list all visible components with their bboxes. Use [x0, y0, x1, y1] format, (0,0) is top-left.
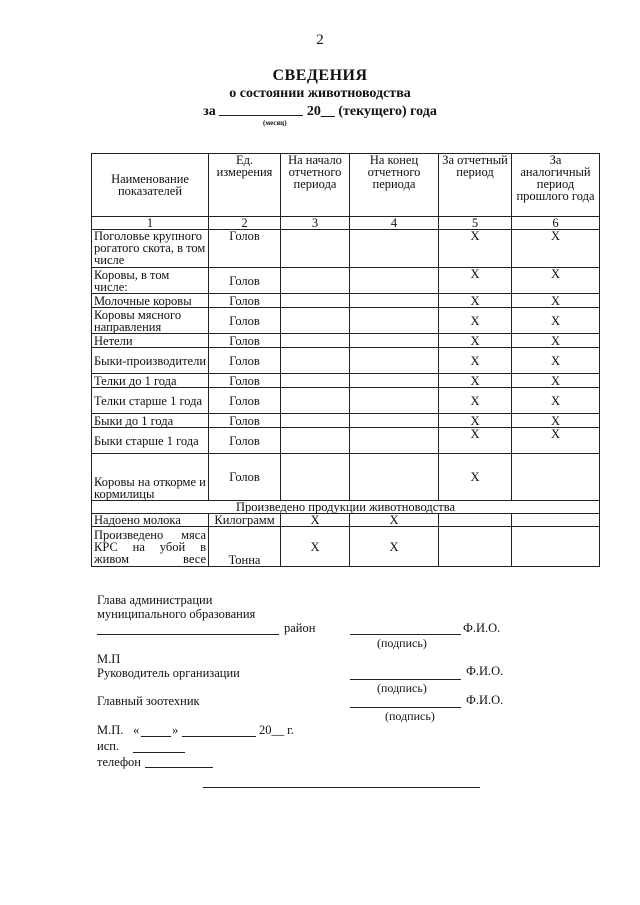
- cell-reporting: X: [439, 230, 512, 268]
- cell-last-year[interactable]: [512, 514, 600, 527]
- cell-reporting: X: [439, 374, 512, 388]
- table-row: [92, 388, 600, 414]
- cell-start: X: [281, 514, 350, 527]
- org-head-label: Руководитель организации: [97, 666, 240, 680]
- period-suffix: (текущего) года: [338, 104, 437, 119]
- cell-start: X: [281, 527, 350, 567]
- fio-label: Ф.И.О.: [466, 664, 504, 678]
- row-unit: Голов: [209, 388, 281, 414]
- row-unit: Голов: [209, 308, 281, 334]
- zootechnician-signature-field[interactable]: [350, 707, 461, 708]
- row-unit: Голов: [209, 268, 281, 294]
- cell-last-year: X: [512, 388, 600, 414]
- table-row: [92, 230, 600, 268]
- header-start-period: На начало отчетного периода: [281, 154, 350, 217]
- table-row: [92, 268, 600, 294]
- column-number: 3: [281, 217, 350, 230]
- cell-end[interactable]: [350, 348, 439, 374]
- cell-reporting: X: [439, 268, 512, 294]
- stamp-label: М.П: [97, 652, 121, 666]
- phone-label: телефон: [97, 755, 141, 769]
- cell-end[interactable]: [350, 230, 439, 268]
- row-name: Быки-производители: [92, 348, 209, 374]
- bottom-divider: [203, 787, 480, 788]
- municipality-field[interactable]: [97, 634, 279, 635]
- cell-last-year: X: [512, 414, 600, 428]
- signature-caption: (подпись): [377, 681, 427, 695]
- row-name: Коровы на откорме и кормилицы: [92, 454, 209, 501]
- date-close-quote: »: [172, 723, 179, 737]
- cell-end: X: [350, 527, 439, 567]
- cell-last-year: X: [512, 308, 600, 334]
- column-number: 1: [92, 217, 209, 230]
- column-number: 6: [512, 217, 600, 230]
- month-caption: (месяц): [263, 119, 287, 127]
- table-row: [92, 414, 600, 428]
- row-name: Быки старше 1 года: [92, 428, 209, 454]
- date-open-quote: «: [133, 723, 140, 737]
- cell-end[interactable]: [350, 308, 439, 334]
- signature-caption: (подпись): [377, 636, 427, 650]
- cell-start[interactable]: [281, 374, 350, 388]
- column-number: 2: [209, 217, 281, 230]
- cell-reporting[interactable]: [439, 527, 512, 567]
- row-unit: Голов: [209, 374, 281, 388]
- header-last-year-period: За аналогичный период прошлого года: [512, 154, 600, 217]
- table-row: [92, 374, 600, 388]
- row-unit: Голов: [209, 334, 281, 348]
- org-head-signature-field[interactable]: [350, 679, 461, 680]
- cell-start[interactable]: [281, 308, 350, 334]
- cell-reporting: X: [439, 348, 512, 374]
- fio-label: Ф.И.О.: [466, 693, 504, 707]
- table-header-row: [92, 154, 600, 217]
- column-number-row: [92, 217, 600, 230]
- row-name: Нетели: [92, 334, 209, 348]
- table-row: [92, 514, 600, 527]
- district-label: район: [284, 621, 316, 635]
- cell-last-year[interactable]: [512, 527, 600, 567]
- row-unit: Голов: [209, 428, 281, 454]
- table-row: [92, 527, 600, 567]
- table-row: [92, 294, 600, 308]
- table-row: [92, 428, 600, 454]
- phone-field[interactable]: [145, 767, 213, 768]
- page-number: 2: [316, 32, 324, 48]
- head-signature-field[interactable]: [350, 634, 461, 635]
- section-title: Произведено продукции животноводства: [92, 501, 600, 514]
- cell-reporting: X: [439, 414, 512, 428]
- cell-reporting: X: [439, 428, 512, 454]
- document-subtitle: о состоянии животноводства: [229, 86, 411, 101]
- header-unit: Ед. измерения: [209, 154, 281, 217]
- date-year-label: 20__ г.: [259, 723, 294, 737]
- head-title-line1: Глава администрации: [97, 593, 213, 607]
- row-unit: Голов: [209, 230, 281, 268]
- section-row: [92, 501, 600, 514]
- cell-start[interactable]: [281, 334, 350, 348]
- cell-end[interactable]: [350, 374, 439, 388]
- row-name: Телки до 1 года: [92, 374, 209, 388]
- cell-end[interactable]: [350, 268, 439, 294]
- date-month-field[interactable]: [182, 736, 256, 737]
- row-name: Коровы, в том числе:: [92, 268, 209, 294]
- month-blank[interactable]: [219, 103, 303, 116]
- cell-last-year: X: [512, 374, 600, 388]
- cell-start[interactable]: [281, 268, 350, 294]
- fio-label: Ф.И.О.: [463, 621, 501, 635]
- row-name: Быки до 1 года: [92, 414, 209, 428]
- cell-reporting[interactable]: [439, 514, 512, 527]
- cell-last-year: X: [512, 348, 600, 374]
- row-name: Поголовье крупного рогатого скота, в том числе: [92, 230, 209, 268]
- cell-end: X: [350, 514, 439, 527]
- cell-last-year: X: [512, 428, 600, 454]
- zootechnician-label: Главный зоотехник: [97, 694, 200, 708]
- cell-start[interactable]: [281, 230, 350, 268]
- cell-end[interactable]: [350, 428, 439, 454]
- cell-reporting: X: [439, 334, 512, 348]
- executor-field[interactable]: [133, 752, 185, 753]
- row-name: Коровы мясного направления: [92, 308, 209, 334]
- table-row: [92, 454, 600, 501]
- cell-start[interactable]: [281, 414, 350, 428]
- cell-end[interactable]: [350, 334, 439, 348]
- table-row: [92, 348, 600, 374]
- row-unit: Голов: [209, 414, 281, 428]
- header-indicator-name: Наименование показателей: [92, 154, 209, 217]
- cell-start[interactable]: [281, 454, 350, 501]
- date-stamp-label: М.П.: [97, 723, 124, 737]
- period-year: 20__: [306, 104, 335, 119]
- cell-last-year: X: [512, 334, 600, 348]
- date-day-field[interactable]: [141, 736, 171, 737]
- cell-reporting: X: [439, 294, 512, 308]
- cell-last-year: X: [512, 268, 600, 294]
- cell-reporting: X: [439, 388, 512, 414]
- cell-end[interactable]: [350, 414, 439, 428]
- signature-caption: (подпись): [385, 709, 435, 723]
- row-name: Произведено мяса КРС на убой в живом весе: [92, 527, 209, 567]
- cell-reporting: X: [439, 454, 512, 501]
- executor-label: исп.: [97, 739, 120, 753]
- livestock-table: [91, 153, 600, 567]
- document-title: СВЕДЕНИЯ: [272, 67, 368, 84]
- cell-last-year: X: [512, 294, 600, 308]
- row-unit: Тонна: [209, 527, 281, 567]
- row-name: Надоено молока: [92, 514, 209, 527]
- period-prefix: за: [203, 104, 216, 119]
- row-name: Молочные коровы: [92, 294, 209, 308]
- cell-end[interactable]: [350, 454, 439, 501]
- row-unit: Голов: [209, 454, 281, 501]
- cell-end[interactable]: [350, 388, 439, 414]
- row-unit: Килограмм: [209, 514, 281, 527]
- cell-reporting: X: [439, 308, 512, 334]
- row-unit: Голов: [209, 348, 281, 374]
- cell-last-year: X: [512, 230, 600, 268]
- row-name: Телки старше 1 года: [92, 388, 209, 414]
- column-number: 4: [350, 217, 439, 230]
- table-row: [92, 334, 600, 348]
- cell-end[interactable]: [350, 294, 439, 308]
- cell-start[interactable]: [281, 348, 350, 374]
- header-reporting-period: За отчетный период: [439, 154, 512, 217]
- cell-start[interactable]: [281, 294, 350, 308]
- cell-start[interactable]: [281, 388, 350, 414]
- column-number: 5: [439, 217, 512, 230]
- cell-last-year[interactable]: [512, 454, 600, 501]
- head-title-line2: муниципального образования: [97, 607, 256, 621]
- table-row: [92, 308, 600, 334]
- cell-start[interactable]: [281, 428, 350, 454]
- row-unit: Голов: [209, 294, 281, 308]
- header-end-period: На конец отчетного периода: [350, 154, 439, 217]
- period-line: [0, 103, 640, 120]
